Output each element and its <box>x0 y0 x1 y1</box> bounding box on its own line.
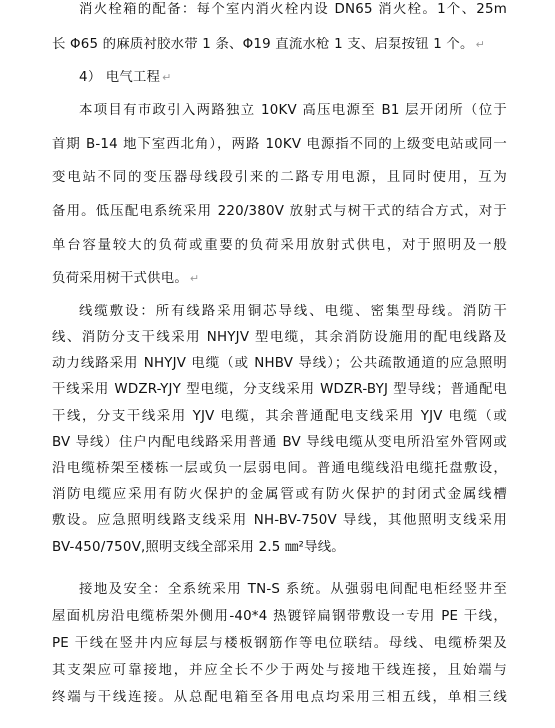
text-line: 线缆敷设：所有线路采用铜芯导线、电缆、密集型母线。消防干 <box>79 304 507 319</box>
text-line: 沿电缆桥架至楼栋一层或负一层弱电间。普通电缆线沿电缆托盘敷设， <box>52 461 507 476</box>
text-line: 屋面机房沿电缆桥架外侧用-40*4 热镀锌扁钢带敷设一专用 PE 干线， <box>52 609 507 624</box>
paragraph-mark-icon: ↵ <box>189 272 200 285</box>
text-line: 干线采用 WDZR-YJY 型电缆，分支线采用 WDZR-BYJ 型导线；普通配电 <box>52 382 507 397</box>
text-line: 终端与干线连接。从总配电箱至各用电点均采用三相五线，单相三线 <box>52 690 507 705</box>
section-heading-text: 4） 电气工程 <box>79 70 161 85</box>
text-line: 消火栓箱的配备：每个室内消火栓内设 DN65 消火栓。1个、25m <box>79 2 507 17</box>
text-line: 备用。低压配电系统采用 220/380V 放射式与树干式的结合方式，对于 <box>52 204 507 219</box>
text-line: 消防电缆应采用有防火保护的金属管或有防火保护的封闭式金属线槽 <box>52 487 507 502</box>
text-line: 其支架应可靠接地，并应全长不少于两处与接地干线连接，且始端与 <box>52 663 507 678</box>
section-heading <box>79 70 507 86</box>
text-line-content: 长 Φ65 的麻质衬胶水带 1 条、Φ19 直流水枪 1 支、启泵按钮 1 个。 <box>52 37 474 52</box>
text-line: BV 导线）住户内配电线路采用普通 BV 导线电缆从变电所沿室外管网或 <box>52 435 507 450</box>
text-line: 干线，分支干线采用 YJV 电缆，其余普通配电支线采用 YJV 电缆（或 <box>52 409 507 424</box>
text-line: 敷设。应急照明线路支线采用 NH-BV-750V 导线，其他照明支线采用 <box>52 513 507 528</box>
text-line: 变电站不同的变压器母线段引来的二路专用电源，且同时使用，互为 <box>52 170 507 185</box>
text-line: BV-450/750V,照明支线全部采用 2.5 ㎜²导线。 <box>52 540 345 555</box>
text-line: 动力线路采用 NHYJV 电缆（或 NHBV 导线）；公共疏散通道的应急照明 <box>52 356 507 371</box>
text-line: 本项目有市政引入两路独立 10KV 高压电源至 B1 层开闭所（位于 <box>79 103 507 118</box>
paragraph-mark-icon: ↵ <box>475 38 486 51</box>
text-line: 接地及安全：全系统采用 TN-S 系统。从强弱电间配电柜经竖井至 <box>79 582 507 597</box>
text-line: 线、消防分支干线采用 NHYJV 型电缆，其余消防设施用的配电线路及 <box>52 330 507 345</box>
paragraph-mark-icon: ↵ <box>162 71 172 84</box>
text-line <box>52 37 507 53</box>
text-line: PE 干线在竖井内应每层与楼板钢筋作等电位联结。母线、电缆桥架及 <box>52 636 507 651</box>
text-line: 单台容量较大的负荷或重要的负荷采用放射式供电，对于照明及一般 <box>52 238 507 253</box>
text-line: 首期 B-14 地下室西北角），两路 10KV 电源指不同的上级变电站或同一 <box>52 137 507 152</box>
text-line <box>52 271 507 287</box>
text-line-content: 负荷采用树干式供电。 <box>52 271 188 286</box>
